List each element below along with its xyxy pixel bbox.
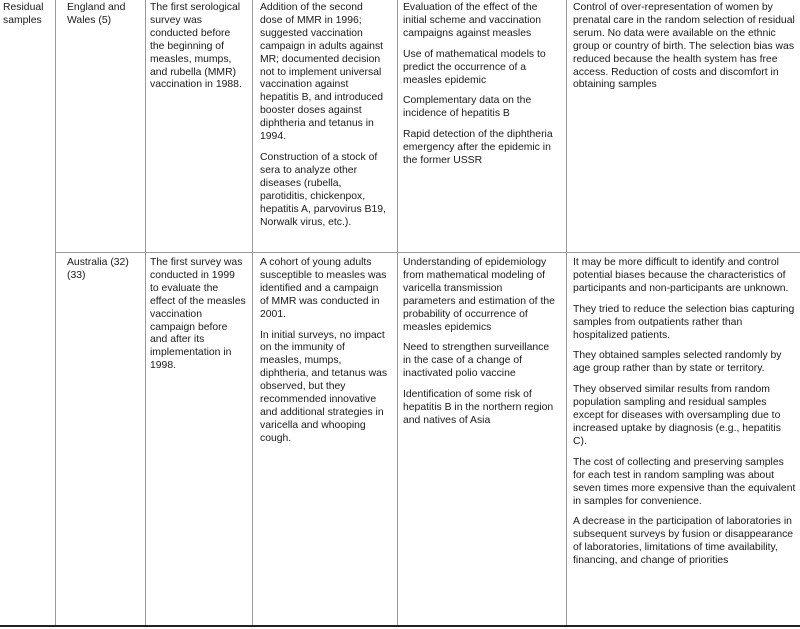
use-paragraph: Use of mathematical models to predict the occurrence of a measles epidemic bbox=[403, 48, 546, 86]
impact-paragraph: A cohort of young adults susceptible to measles was identified and a campaign of MMR was conducted in 2001. bbox=[260, 257, 387, 320]
country-cell: Australia (32) (33) bbox=[67, 257, 129, 281]
column-divider bbox=[397, 0, 398, 625]
notes-paragraph: They observed similar results from random population sampling and residual samples except for diseases with oversampling due to increased uptake by diagnosis (e.g., hepatitis C). bbox=[573, 384, 781, 447]
impact-paragraph: In initial surveys, no impact on the immunity of measles, mumps, diphtheria, and tetanus was observed, but they recommended innovative and additional strategies in varicella and whooping cough. bbox=[260, 329, 388, 444]
notes-paragraph: It may be more difficult to identify and control potential biases because the characteristics of participants and non-participants are unknown. bbox=[573, 257, 789, 294]
column-divider bbox=[252, 0, 253, 625]
use-paragraph: Rapid detection of the diphtheria emergency after the epidemic in the former USSR bbox=[403, 129, 553, 167]
impact-cell bbox=[260, 257, 388, 446]
impact-paragraph: Construction of a stock of sera to analyze other diseases (rubella, parotiditis, chickenpox, hepatitis A, parvovirus B19, Norwalk virus, etc.). bbox=[260, 151, 386, 228]
survey-cell: The first survey was conducted in 1999 to evaluate the effect of the measles vaccination campaign before and after its implementation in 1998. bbox=[150, 257, 246, 372]
country-cell: England and Wales (5) bbox=[67, 2, 126, 26]
table-bottom-rule bbox=[0, 625, 800, 627]
use-paragraph: Identification of some risk of hepatitis B in the northern region and natives of Asia bbox=[403, 389, 554, 426]
column-divider bbox=[566, 0, 567, 625]
use-cell bbox=[403, 2, 555, 168]
impact-paragraph: Addition of the second dose of MMR in 1996; suggested vaccination campaign in adults against MR; documented decision not to implement universal vaccination against hepatitis B, and introduced booster doses against diphtheria and tetanus in 1994. bbox=[260, 2, 384, 143]
use-paragraph: Need to strengthen surveillance in the case of a change of inactivated polio vaccine bbox=[403, 342, 550, 380]
column-divider bbox=[145, 0, 146, 625]
use-cell bbox=[403, 257, 555, 428]
notes-paragraph: A decrease in the participation of laboratories in subsequent surveys by fusion or disappearance of laboratories, limitations of time availability, financing, and change of priorities bbox=[573, 516, 794, 567]
use-paragraph: Understanding of epidemiology from mathematical modeling of varicella transmission parameters and estimation of the probability of occurrence of measles epidemics bbox=[403, 257, 555, 333]
notes-paragraph: They tried to reduce the selection bias capturing samples from outpatients rather than hospitalized patients. bbox=[573, 303, 795, 341]
column-divider bbox=[55, 0, 56, 625]
use-paragraph: Complementary data on the incidence of hepatitis B bbox=[403, 95, 532, 120]
notes-paragraph: They obtained samples selected randomly by age group rather than by state or territory. bbox=[573, 350, 782, 375]
impact-cell bbox=[260, 2, 388, 229]
category-cell: Residual samples bbox=[3, 2, 44, 26]
notes-paragraph: The cost of collecting and preserving samples for each test in random sampling was about seven times more expensive than the equivalent in samples for convenience. bbox=[573, 456, 796, 507]
survey-cell: The first serological survey was conducted before the beginning of measles, mumps, and rubella (MMR) vaccination in 1988. bbox=[150, 2, 242, 91]
use-paragraph: Evaluation of the effect of the initial scheme and vaccination campaigns against measles bbox=[403, 2, 542, 39]
notes-paragraph: Control of over-representation of women by prenatal care in the random selection of residual serum. No data were available on the ethnic group or country of birth. The selection bias was reduced because the health system has free access. Reduction of costs and discomfort in obtaining samples bbox=[573, 2, 795, 91]
row-divider bbox=[55, 252, 800, 253]
notes-cell bbox=[573, 257, 797, 568]
notes-cell bbox=[573, 2, 797, 92]
